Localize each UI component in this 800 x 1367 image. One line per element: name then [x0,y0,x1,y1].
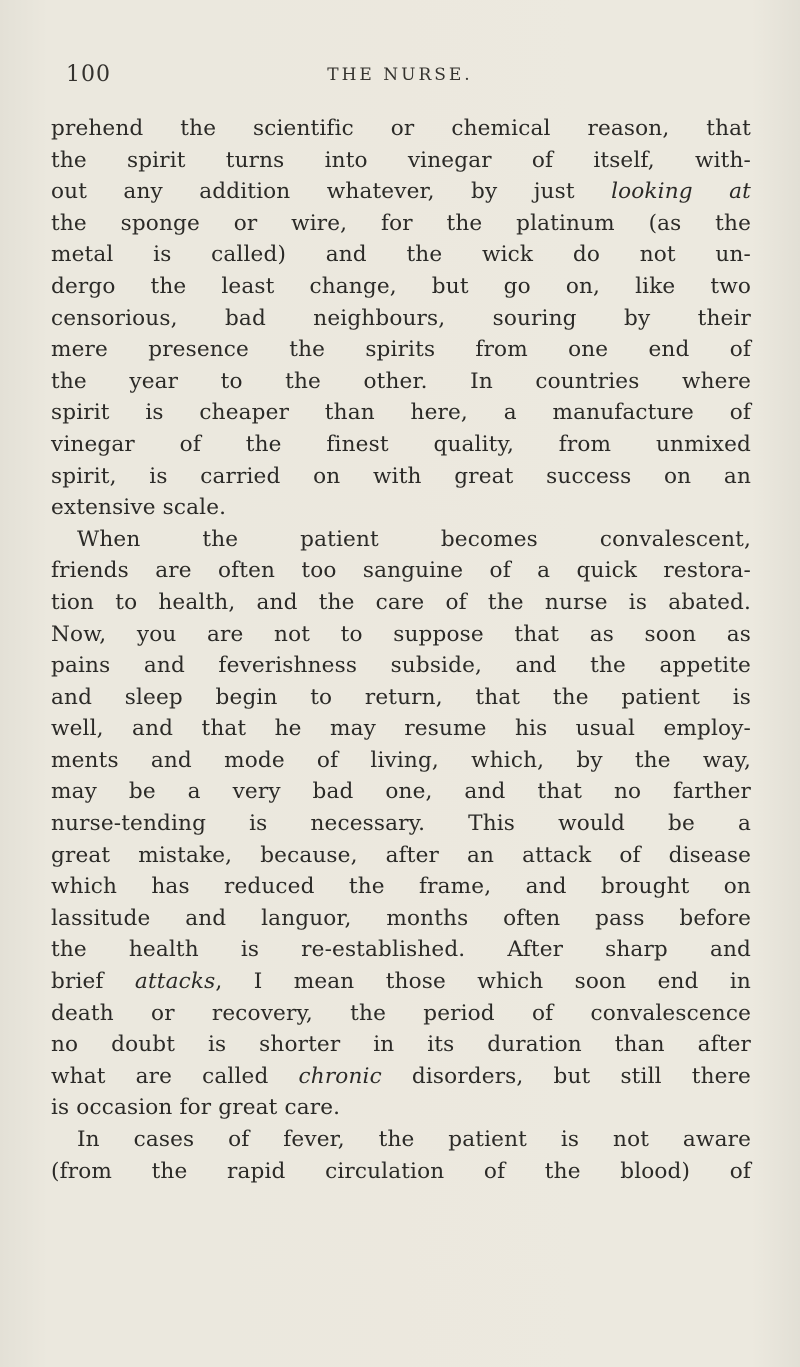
text-line: prehend the scientific or chemical reason, that [51,116,751,141]
text-line: which has reduced the frame, and brought on [51,874,751,900]
body-text [51,113,751,1187]
text-line: spirit is cheaper than here, a manufacture of [51,400,751,426]
text-line: and sleep begin to return, that the patient is [51,684,751,710]
text-line: lassitude and languor, months often pass before [51,905,751,931]
text-line: great mistake, because, after an attack of disease [51,842,751,868]
text-line: no doubt is shorter in its duration than after [51,1032,751,1058]
text-line: extensive scale. [51,495,227,521]
text-line: nurse-tending is necessary. This would be a [51,811,751,837]
text-line: dergo the least change, but go on, like two [51,273,751,299]
text-line: pains and feverishness subside, and the appetite [51,653,751,679]
text-line: ments and mode of living, which, by the way, [51,747,751,773]
text-line: In cases of fever, the patient is not aware [77,1127,751,1152]
text-line: friends are often too sanguine of a quick restora- [51,558,751,584]
text-line: what are called chronic disorders, but still there [51,1063,751,1089]
text-line: When the patient becomes convalescent, [77,526,751,552]
running-head: THE NURSE. [327,65,473,85]
italic-text: chronic [298,1063,382,1089]
text-line: (from the rapid circulation of the blood) of [51,1158,751,1184]
text-line: the spirit turns into vinegar of itself, with- [51,147,751,173]
text-line: is occasion for great care. [51,1095,341,1121]
text-line: death or recovery, the period of convalescence [51,1000,751,1026]
text-line: brief attacks, I mean those which soon end in [51,969,751,995]
italic-text: attacks [134,969,216,995]
text-line: spirit, is carried on with great success on an [51,463,751,489]
text-line: metal is called) and the wick do not un- [51,242,751,268]
text-line: well, and that he may resume his usual employ- [51,716,751,742]
text-line: the sponge or wire, for the platinum (as the [51,210,751,236]
page-number: 100 [66,62,111,87]
text-line: the year to the other. In countries where [51,368,751,394]
text-line: out any addition whatever, by just looking at [51,179,751,205]
text-line: censorious, bad neighbours, souring by their [51,305,751,331]
page-header [0,62,800,92]
text-line: tion to health, and the care of the nurse is abated. [51,589,751,615]
text-line: Now, you are not to suppose that as soon as [51,621,751,647]
italic-text: looking at [611,179,751,205]
text-line: vinegar of the finest quality, from unmixed [51,431,751,457]
text-line: mere presence the spirits from one end of [51,337,751,363]
text-line: may be a very bad one, and that no farther [51,779,751,805]
text-line: the health is re-established. After sharp and [51,937,751,963]
